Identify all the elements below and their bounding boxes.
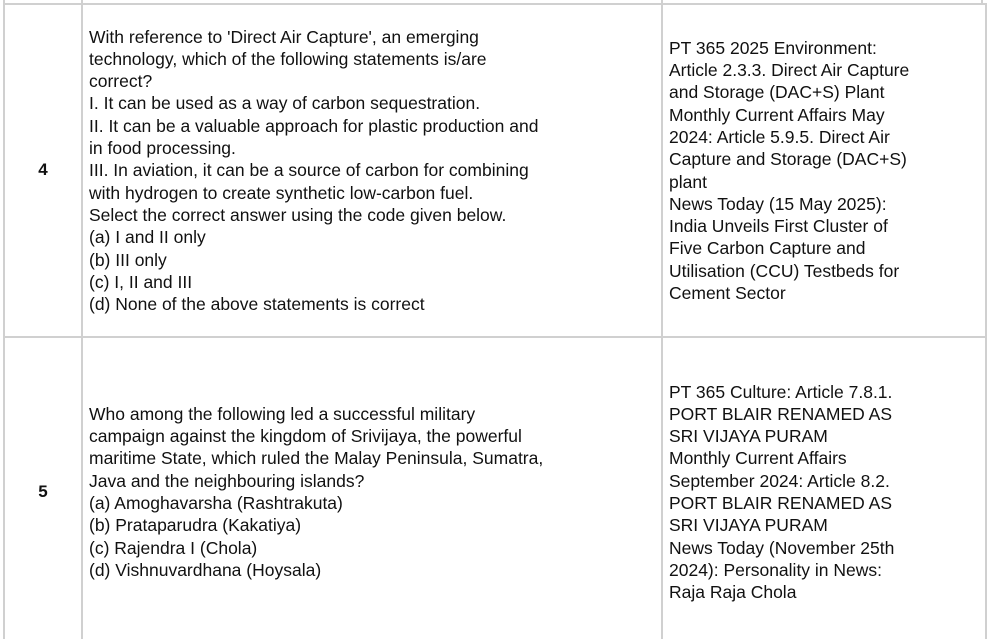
option-d: (d) Vishnuvardhana (Hoysala) — [89, 559, 322, 580]
option-c: (c) I, II and III — [89, 271, 193, 292]
question-stem-line: With reference to 'Direct Air Capture', an emerging — [89, 26, 479, 47]
reference-line: and Storage (DAC+S) Plant — [669, 82, 885, 103]
statement-line: I. It can be used as a way of carbon sequestration. — [89, 93, 481, 114]
question-stem-line: correct? — [89, 71, 153, 92]
reference-line: Five Carbon Capture and — [669, 238, 866, 259]
option-b: (b) III only — [89, 249, 167, 270]
option-b: (b) Prataparudra (Kakatiya) — [89, 515, 302, 536]
option-c: (c) Rajendra I (Chola) — [89, 537, 258, 558]
statement-line: II. It can be a valuable approach for plastic production and — [89, 115, 539, 136]
reference-line: Raja Raja Chola — [669, 582, 797, 603]
reference-line: Cement Sector — [669, 282, 786, 303]
reference-line: Monthly Current Affairs May — [669, 104, 885, 125]
question-stem-line: Java and the neighbouring islands? — [89, 470, 365, 491]
instruction-line: Select the correct answer using the code given below. — [89, 204, 507, 225]
option-a: (a) Amoghavarsha (Rashtrakuta) — [89, 493, 343, 513]
question-number: 4 — [4, 4, 82, 337]
reference-line: PT 365 2025 Environment: — [669, 37, 877, 58]
question-stem-line: Who among the following led a successful military — [89, 403, 476, 424]
reference-line: 2024): Personality in News: — [669, 559, 883, 580]
reference-line: PORT BLAIR RENAMED AS — [669, 403, 893, 424]
question-stem-line: technology, which of the following statements is/are — [89, 48, 487, 69]
reference-line: Article 2.3.3. Direct Air Capture — [669, 60, 910, 81]
reference-line: News Today (15 May 2025): — [669, 193, 887, 214]
statement-line: with hydrogen to create synthetic low-carbon fuel. — [89, 182, 474, 203]
question-number: 5 — [4, 337, 82, 639]
reference-line: News Today (November 25th — [669, 537, 895, 558]
option-a: (a) I and II only — [89, 227, 206, 248]
reference-line: India Unveils First Cluster of — [669, 216, 888, 237]
reference-text — [662, 4, 986, 337]
statement-line: in food processing. — [89, 138, 236, 159]
table-row — [4, 4, 986, 337]
reference-line: SRI VIJAYA PURAM — [669, 426, 828, 447]
reference-line: Monthly Current Affairs — [669, 448, 847, 469]
question-stem-line: maritime State, which ruled the Malay Peninsula, Sumatra, — [89, 448, 544, 469]
reference-line: PORT BLAIR RENAMED AS — [669, 493, 893, 513]
table-row — [4, 337, 986, 639]
question-text — [82, 337, 662, 639]
reference-line: PT 365 Culture: Article 7.8.1. — [669, 381, 893, 402]
reference-line: plant — [669, 171, 707, 192]
question-text — [82, 4, 662, 337]
questions-table — [3, 3, 987, 639]
question-stem-line: campaign against the kingdom of Srivijaya, the powerful — [89, 426, 522, 447]
reference-line: 2024: Article 5.9.5. Direct Air — [669, 126, 890, 147]
reference-line: Capture and Storage (DAC+S) — [669, 149, 907, 170]
reference-line: SRI VIJAYA PURAM — [669, 515, 828, 536]
reference-line: Utilisation (CCU) Testbeds for — [669, 260, 900, 281]
statement-line: III. In aviation, it can be a source of carbon for combining — [89, 160, 529, 181]
reference-text — [662, 337, 986, 639]
option-d: (d) None of the above statements is correct — [89, 294, 425, 315]
reference-line: September 2024: Article 8.2. — [669, 470, 890, 491]
